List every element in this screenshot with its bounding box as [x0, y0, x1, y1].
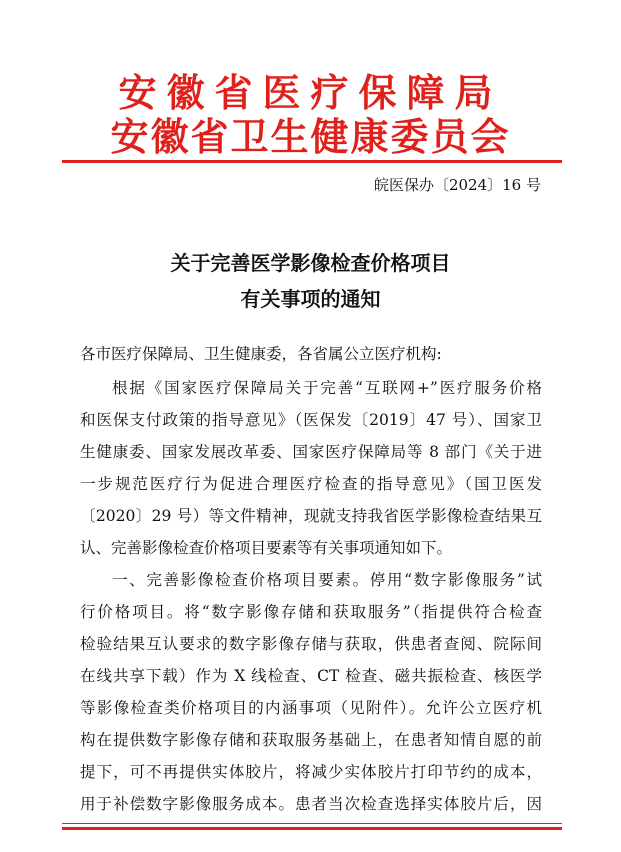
- paragraph-1-line: 〔2020〕29 号）等文件精神，现就支持我省医学影像检查结果互: [80, 507, 542, 525]
- addressee: 各市医疗保障局、卫生健康委，各省属公立医疗机构:: [80, 345, 442, 363]
- footer-rule-bottom: [62, 827, 562, 830]
- document-title-line-1: 关于完善医学影像检查价格项目: [170, 251, 451, 275]
- paragraph-1-line: 和医保支付政策的指导意见》（医保发〔2019〕47 号）、国家卫: [80, 411, 542, 429]
- footer-rule-top: [62, 823, 562, 824]
- document-number: 皖医保办〔2024〕16 号: [373, 176, 541, 194]
- paragraph-2-line: 行价格项目。将“数字影像存储和获取服务”（指提供符合检查: [80, 603, 542, 621]
- issuer-name-2: 安徽省卫生健康委员会: [110, 114, 511, 159]
- paragraph-2-line: 提下，可不再提供实体胶片，将减少实体胶片打印节约的成本，: [80, 763, 542, 781]
- paragraph-2-line: 一、完善影像检查价格项目要素。停用“数字影像服务”试: [112, 571, 542, 589]
- paragraph-1-line: 一步规范医疗行为促进合理医疗检查的指导意见》（国卫医发: [80, 475, 542, 493]
- document-title-line-2: 有关事项的通知: [240, 287, 381, 311]
- paragraph-2-line: 在线共享下载）作为 X 线检查、CT 检查、磁共振检查、核医学: [80, 667, 542, 685]
- paragraph-1-line: 认、完善影像检查价格项目要素等有关事项通知如下。: [80, 539, 453, 557]
- paragraph-2-line: 构在提供数字影像存储和获取服务基础上，在患者知情自愿的前: [80, 731, 542, 749]
- paragraph-1-line: 生健康委、国家发展改革委、国家医疗保障局等 8 部门《关于进: [80, 443, 542, 461]
- header-rule: [62, 160, 562, 163]
- paragraph-1-line: 根据《国家医疗保障局关于完善“互联网+”医疗服务价格: [112, 379, 542, 397]
- paragraph-2-line: 等影像检查类价格项目的内涵事项（见附件）。允许公立医疗机: [80, 699, 542, 717]
- paragraph-2-line: 检验结果互认要求的数字影像存储与获取，供患者查阅、院际间: [80, 635, 542, 653]
- issuer-name-1: 安徽省医疗保障局: [118, 70, 503, 115]
- paragraph-2-line: 用于补偿数字影像服务成本。患者当次检查选择实体胶片后，因: [80, 795, 542, 813]
